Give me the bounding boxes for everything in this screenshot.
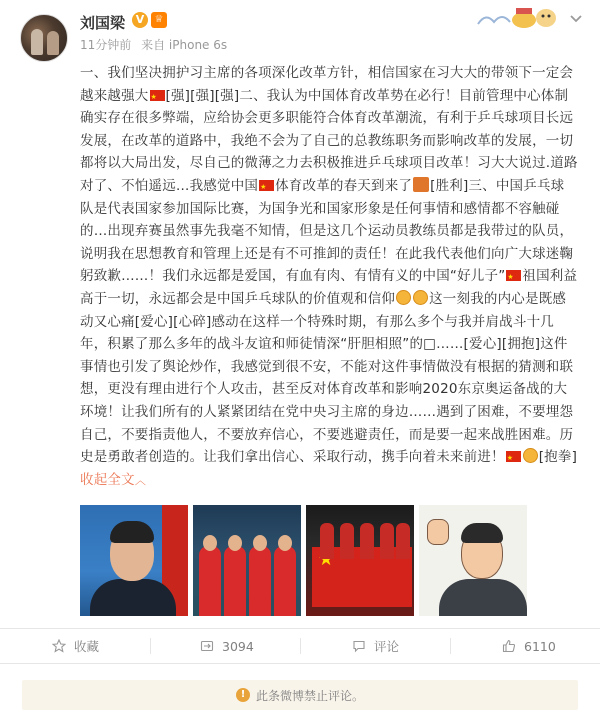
- image-gallery: [80, 505, 500, 616]
- action-bar: [0, 629, 600, 663]
- post-text-segment: 一、我们坚决拥护习主席的各项深化改革方针，相信国家在习大大的带领下一定会越来越强大: [80, 65, 574, 104]
- user-name[interactable]: 刘国梁: [80, 14, 126, 32]
- china-flag-icon: [150, 90, 165, 101]
- like-button[interactable]: [502, 629, 556, 663]
- avatar-figure: [31, 29, 43, 55]
- china-flag-icon: [506, 451, 521, 462]
- separator: [150, 638, 151, 654]
- post-text-segment: [胜利]三、中国乒乓球队是代表国家参加国际比赛，为国争光和国家形象是任何事情和感情都不容触碰的…出现弃赛虽然事先我毫不知情，但是这几个运动员教练员都是我带过的队员，说明我在思想教育和管理上还是有不可推卸的责任！在此我代表他们向广大球迷鞠躬致歉……！我们永远都是爱国，有血有肉、有情有义的中国“好儿子”: [80, 177, 574, 285]
- comment-button[interactable]: [352, 629, 399, 663]
- fist-emoji-icon: [396, 290, 411, 305]
- victory-emoji-icon: [413, 177, 429, 192]
- post-source[interactable]: 来自 iPhone 6s: [141, 38, 228, 52]
- comments-disabled-notice: [22, 680, 578, 710]
- member-badge-icon[interactable]: ♕: [151, 12, 167, 28]
- post-meta: [80, 36, 233, 53]
- post-text-segment: 这一刻我的内心是既感动又心痛[爱心][心碎]感动在这样一个特殊时期，有那么多个与我并肩战斗十几年，积累了那么多年的战斗友谊和师徒情深“肝胆相照”的□……[爱心][拥抱]这件事情也引发了舆论炒作，我感觉到很不安，不能对这件事情做没有根据的猜测和联想，更没有理由进行个人攻击，甚至反对体育改革和影响2020东京奥运备战的大环境！让我们所有的人紧紧团结在党中央习主席的身边……遇到了困难，不要埋怨自己，不要指责他人，不要放弃信心，不要逃避责任，而是要一起来战胜困难。历史是勇敢者创造的。让我们拿出信心、采取行动，携手向着未来前进！: [80, 290, 574, 466]
- cartoon-portrait[interactable]: [419, 505, 527, 616]
- comment-label: 评论: [374, 639, 400, 654]
- chevron-down-icon[interactable]: [568, 10, 584, 26]
- fist-emoji-icon: [523, 448, 538, 463]
- repost-button[interactable]: [200, 629, 254, 663]
- post-text-segment: [强][强][强]二、我认为中国体育改革势在必行！目前管理中心体制确实存在很多弊端，应给协会更多职能符合体育改革潮流，有利于乒乓球项目长远发展，在改革的道路中，我绝不会为了自己的总教练职务而影响改革的发展，一切都将以大局出发，尽自己的微薄之力去积极推进乒乓球项目改革！习大大说过.道路对了、不怕遥远…我感觉中国: [80, 87, 578, 194]
- favorite-label: 收藏: [74, 639, 100, 654]
- star-icon: [52, 639, 66, 653]
- thumbs-up-icon: [502, 639, 516, 653]
- avatar-figure: [47, 31, 59, 55]
- chevron-up-icon[interactable]: ︿: [134, 473, 147, 487]
- verified-v-icon[interactable]: V: [132, 12, 148, 28]
- china-flag-icon: [259, 180, 274, 191]
- post-time[interactable]: 11分钟前: [80, 38, 132, 52]
- fist-emoji-icon: [413, 290, 428, 305]
- china-flag-icon: [506, 270, 521, 281]
- decoration-sticker-icon: [476, 4, 560, 30]
- post-text-segment: [抱拳]: [538, 449, 578, 466]
- post-text-segment: 体育改革的春天到来了: [275, 177, 413, 194]
- post-text: [80, 62, 578, 492]
- like-count: 6110: [524, 638, 556, 654]
- portrait-photo[interactable]: [80, 505, 188, 616]
- favorite-button[interactable]: [52, 629, 99, 663]
- team-podium-photo[interactable]: [193, 505, 301, 616]
- separator: [300, 638, 301, 654]
- notice-text: 此条微博禁止评论。: [255, 688, 364, 703]
- collapse-text-link[interactable]: 收起全文: [80, 471, 135, 488]
- separator: [450, 638, 451, 654]
- post-header: [0, 0, 600, 62]
- comment-icon: [352, 639, 366, 653]
- team-flag-celebration-photo[interactable]: [306, 505, 414, 616]
- divider: [0, 663, 600, 664]
- avatar[interactable]: [20, 14, 68, 62]
- warning-icon: !: [236, 688, 250, 702]
- repost-icon: [200, 639, 214, 653]
- post-text-segment: 祖国利益高于一切，永远都会是中国乒乓球队的价值观和信仰: [80, 268, 578, 307]
- repost-count: 3094: [222, 638, 254, 654]
